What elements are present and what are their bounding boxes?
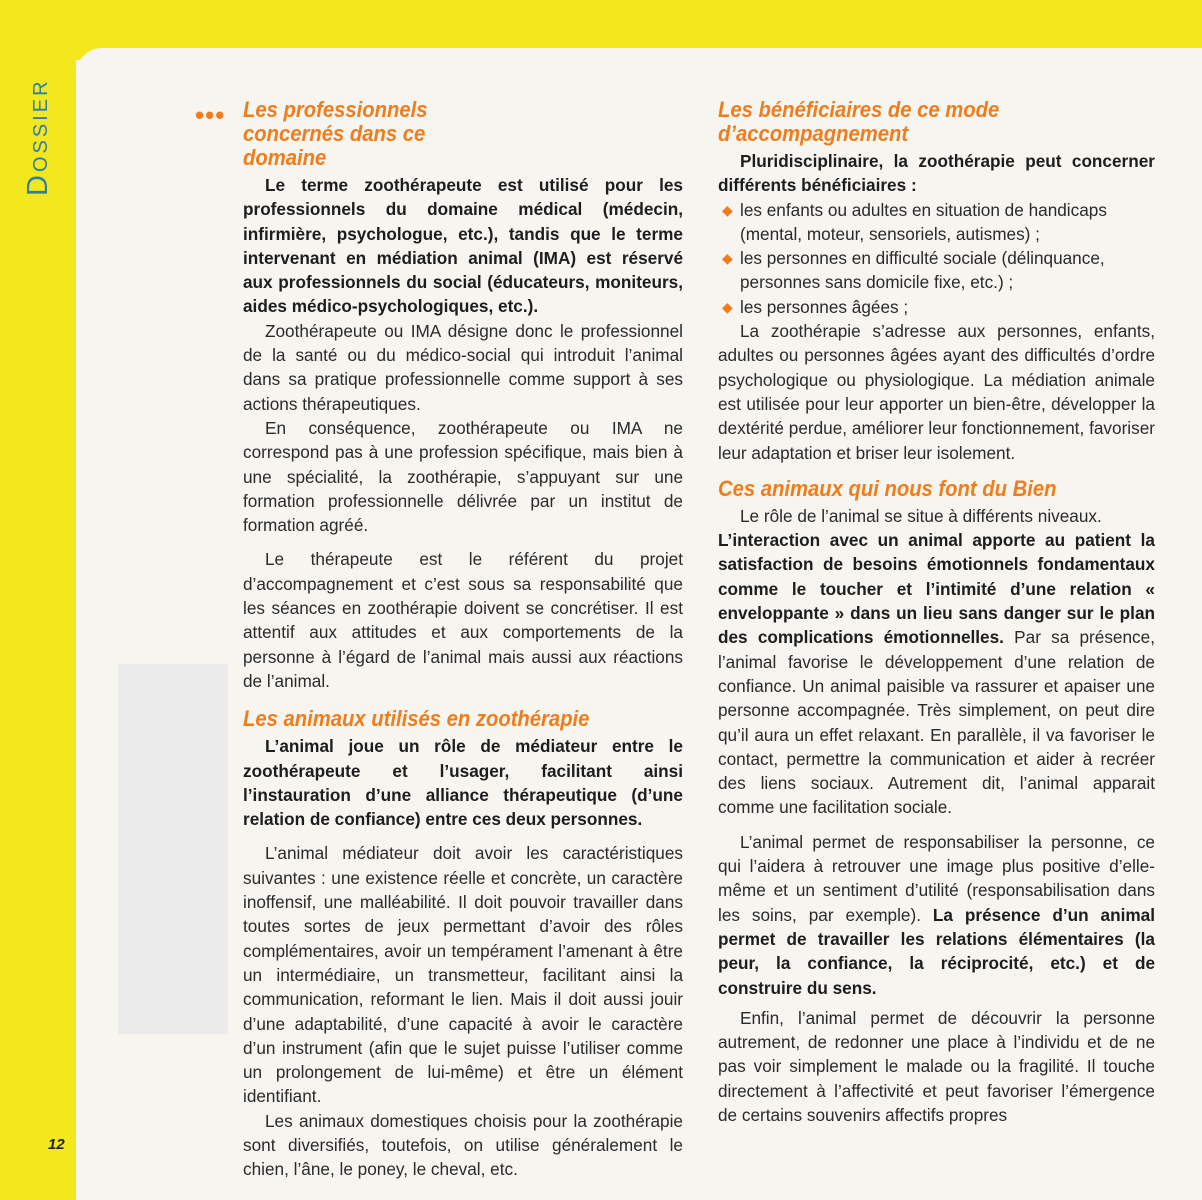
paragraph: Le rôle de l’animal se situe à différents niveaux.: [740, 505, 1102, 526]
heading-beneficiaires: Les bénéficiaires de ce mode d’accompagnement: [718, 97, 1000, 146]
paragraph: La zoothérapie s’adresse aux personnes, enfants, adultes ou personnes âgées ayant des difficultés d’ordre psychologique ou physiologique. La médiation animale est utilisée pour leur apporter un bien-être, développer la dextérité perdue, améliorer leur fonctionnement, favoriser leur adaptation et briser leur isolement.: [718, 321, 1155, 463]
list-item: ◆ les enfants ou adultes en situation de handicaps (mental, moteur, sensoriels, autismes) ;: [722, 199, 1107, 244]
heading-animaux-utilises: Les animaux utilisés en zoothérapie: [243, 706, 590, 732]
list-item: ◆ les personnes en difficulté sociale (délinquance, personnes sans domicile fixe, etc.) ;: [722, 248, 1105, 293]
diamond-bullet-icon: ◆: [722, 250, 733, 267]
bold-statement: L’interaction avec un animal apporte au patient la satisfaction de besoins émotionnels fondamentaux comme le toucher et l’intimité d’une relation « enveloppante » dans un lieu sans danger sur le plan des complications émotionnelles.: [718, 530, 1155, 648]
paragraph: Les animaux domestiques choisis pour la zoothérapie sont diversifiés, toutefois, on utilise généralement le chien, l’âne, le poney, le cheval, etc.: [243, 1110, 683, 1180]
heading-ornament: •••: [195, 100, 226, 130]
paragraph: Enfin, l’animal permet de découvrir la personne autrement, de redonner une place à l’individu et de ne pas voir simplement le malade ou la fragilité. Il touche directement à l’affectivité et peut favoriser l’émergence de certains souvenirs affectifs propres: [718, 1007, 1155, 1125]
intro-paragraph: Pluridisciplinaire, la zoothérapie peut concerner différents bénéficiaires :: [718, 151, 1155, 196]
paragraph: L’interaction avec un animal apporte au patient la satisfaction de besoins émotionnels fondamentaux comme le toucher et l’intimité d’une relation « enveloppante » dans un lieu sans danger sur le plan des complications émotionnelles. Par sa présence, l’animal favorise le développement d’une relation de confiance. Un animal paisible va rassurer et apaiser une personne accompagnée. Très simplement, on peut dire qu’il aura un effet relaxant. En parallèle, il va favoriser le contact, permettre la communication et aider à recréer des liens sociaux. Autrement dit, l’animal apparait comme une facilitation sociale.: [718, 530, 1155, 818]
bold-statement: La présence d’un animal permet de travailler les relations élémentaires (la peur, la confiance, la réciprocité, etc.) et de construire du sens.: [718, 904, 1155, 998]
paragraph: En conséquence, zoothérapeute ou IMA ne correspond pas à une profession spécifique, mais bien à une spécialité, la zoothérapie, s’appuyant sur une formation professionnelle délivrée par un institut de formation agréé.: [243, 417, 683, 536]
paragraph: L’animal médiateur doit avoir les caractéristiques suivantes : une existence réelle et concrète, un caractère inoffensif, une malléabilité. Il doit pouvoir travailler dans toutes sortes de jeux permettant d’avoir des rôles complémentaires, avoir un tempérament l’amenant à être un intermédiaire, un transmetteur, facilitant ainsi la communication, reformant le lien. Mais il doit aussi jouir d’une adaptabilité, d’une capacité à avoir le caractère d’un instrument (afin que le sujet puisse l’utiliser comme un prolongement de lui-même) et être un élément identifiant.: [243, 843, 683, 1107]
paragraph: Zoothérapeute ou IMA désigne donc le professionnel de la santé ou du médico-social qui introduit l’animal dans sa pratique professionnelle comme support à ses actions thérapeutiques.: [243, 320, 683, 414]
diamond-bullet-icon: ◆: [722, 298, 733, 315]
intro-paragraph: L’animal joue un rôle de médiateur entre le zoothérapeute et l’usager, facilitant ainsi l’instauration d’une alliance thérapeutique (d’une relation de confiance) entre ces deux personnes.: [243, 736, 683, 830]
beneficiaries-list: [718, 198, 1155, 319]
right-column: [718, 98, 1155, 1127]
heading-professionnels: Les professionnels concernés dans ce domaine: [243, 97, 428, 170]
paragraph: Le thérapeute est le référent du projet d’accompagnement et c’est sous sa responsabilité que les séances en zoothérapie doivent se concrétiser. Il est attentif aux attitudes et aux comportements de la personne à l’égard de l’animal mais aussi aux réactions de l’animal.: [243, 549, 683, 691]
paragraph: L’animal permet de responsabiliser la personne, ce qui l’aidera à retrouver une image plus positive d’elle-même et un sentiment d’utilité (responsabilisation dans les soins, par exemple). La présence d’un animal permet de travailler les relations élémentaires (la peur, la confiance, la réciprocité, etc.) et de construire du sens.: [718, 831, 1155, 998]
page-number: 12: [48, 1136, 65, 1153]
left-column: [243, 98, 683, 1182]
list-item: ◆ les personnes âgées ;: [718, 295, 1155, 319]
section-label: Dossier: [22, 78, 54, 196]
bleed-through-box: [118, 664, 228, 1034]
diamond-bullet-icon: ◆: [722, 201, 733, 218]
heading-ces-animaux: Ces animaux qui nous font du Bien: [718, 475, 1057, 501]
intro-paragraph: Le terme zoothérapeute est utilisé pour les professionnels du domaine médical (médecin, infirmière, psychologue, etc.), tandis que le terme intervenant en médiation animal (IMA) est réservé aux professionnels du social (éducateurs, moniteurs, aides médico-psychologiques, etc.).: [243, 175, 683, 317]
